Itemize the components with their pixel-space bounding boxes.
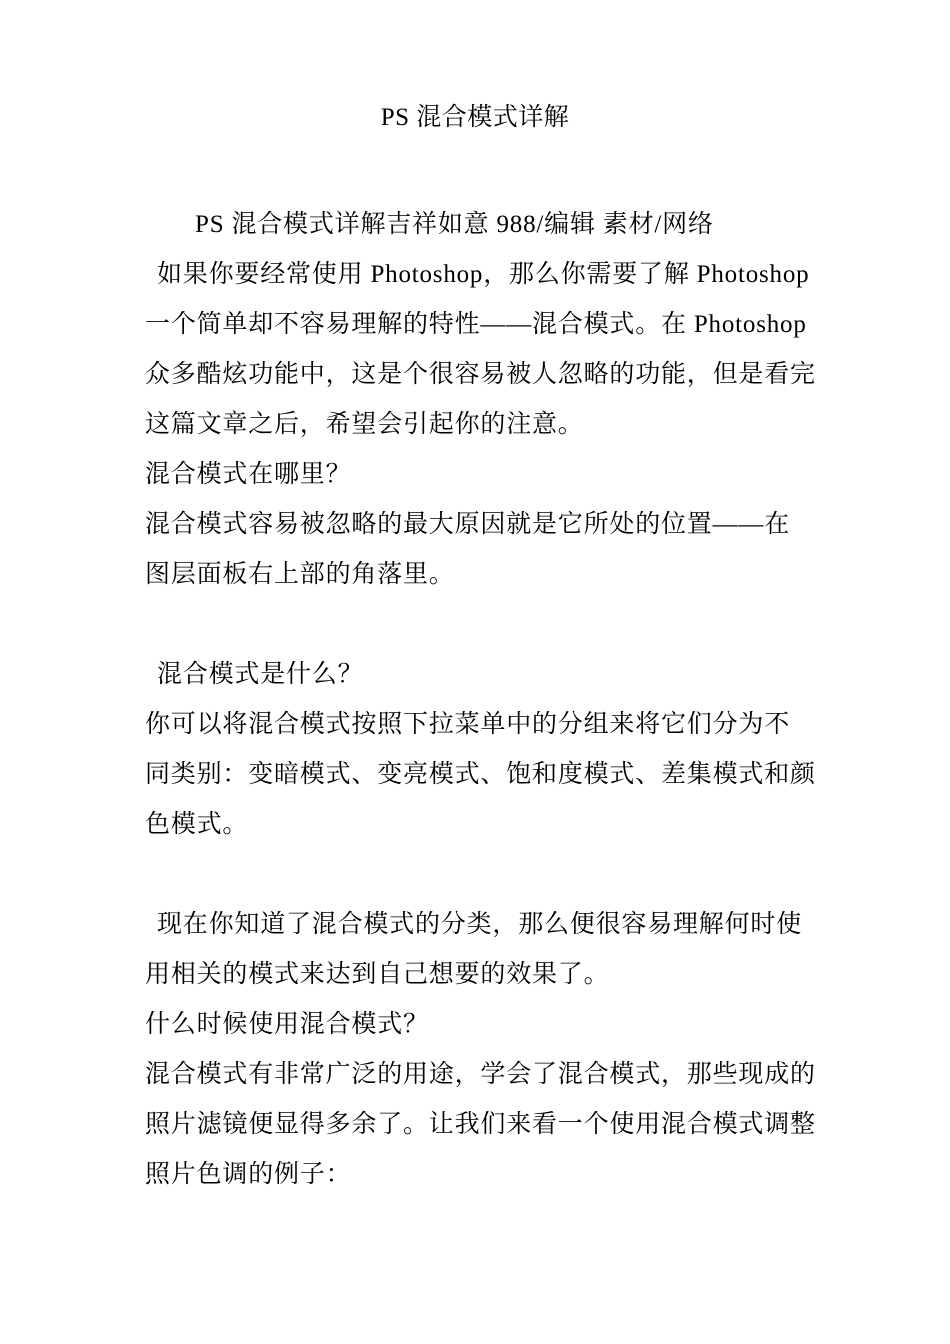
paragraph-line: 这篇文章之后，希望会引起你的注意。 — [145, 411, 584, 438]
document-body — [145, 200, 815, 1200]
paragraph-line: 一个简单却不容易理解的特性——混合模式。在 Photoshop — [145, 311, 807, 338]
paragraph-line: 同类别：变暗模式、变亮模式、饱和度模式、差集模式和颜 — [145, 761, 816, 788]
document-title: PS 混合模式详解 — [380, 104, 570, 131]
section-heading: 混合模式是什么？ — [157, 661, 364, 688]
paragraph-line: 众多酷炫功能中，这是个很容易被人忽略的功能，但是看完 — [145, 361, 816, 388]
paragraph-line: 照片色调的例子： — [145, 1161, 352, 1188]
paragraph-line: 混合模式有非常广泛的用途，学会了混合模式，那些现成的 — [145, 1061, 816, 1088]
paragraph-line: 你可以将混合模式按照下拉菜单中的分组来将它们分为不 — [145, 711, 791, 738]
paragraph-line: 混合模式容易被忽略的最大原因就是它所处的位置——在 — [145, 511, 791, 538]
blank-line — [145, 600, 815, 650]
paragraph-line: 用相关的模式来达到自己想要的效果了。 — [145, 961, 610, 988]
paragraph-line: 照片滤镜便显得多余了。让我们来看一个使用混合模式调整 — [145, 1111, 816, 1138]
section-heading: 什么时候使用混合模式？ — [145, 1011, 429, 1038]
paragraph-line: 如果你要经常使用 Photoshop，那么你需要了解 Photoshop — [157, 261, 810, 288]
paragraph-line: 色模式。 — [145, 811, 249, 838]
section-heading: 混合模式在哪里？ — [145, 461, 352, 488]
paragraph-line: 图层面板右上部的角落里。 — [145, 561, 455, 588]
byline: PS 混合模式详解吉祥如意 988/编辑 素材/网络 — [195, 211, 714, 238]
blank-line — [145, 850, 815, 900]
paragraph-line: 现在你知道了混合模式的分类，那么便很容易理解何时使 — [157, 911, 803, 938]
